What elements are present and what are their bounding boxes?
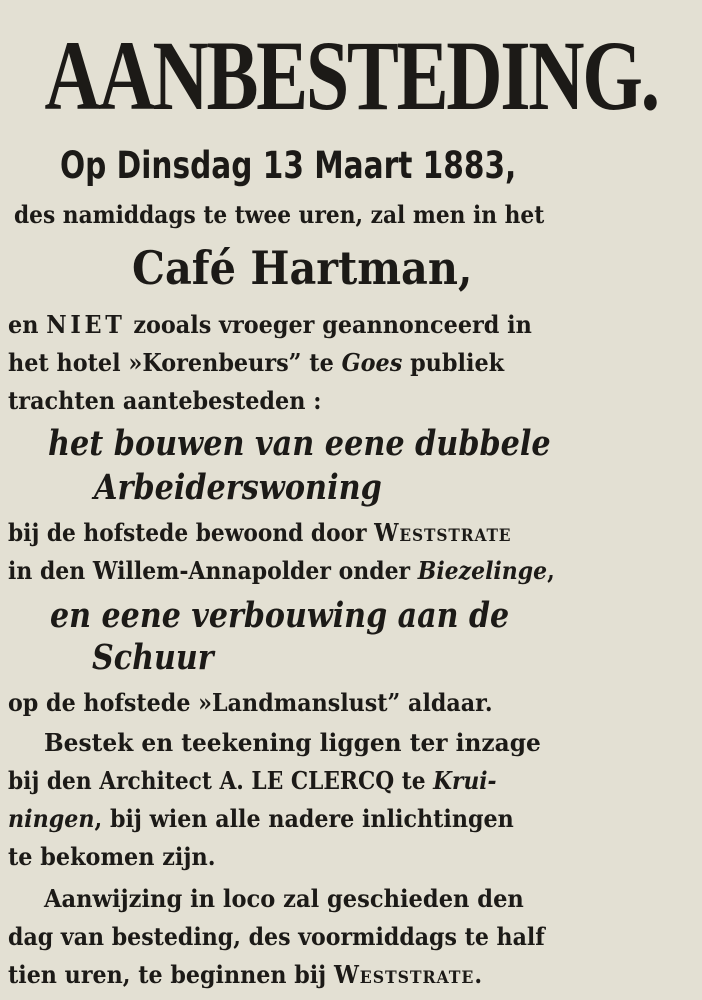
place-kruiningen-part2: ningen	[8, 804, 95, 833]
time-line: des namiddags te twee uren, zal men in het	[14, 200, 545, 229]
work-one-line-one: het bouwen van eene dubbele	[48, 423, 551, 464]
ningen-line: ningen, bij wien alle nadere inlichtingen	[8, 804, 514, 833]
niet-emphasis: NIET	[46, 310, 126, 339]
hofstede-line: bij de hofstede bewoond door Weststrate	[8, 518, 512, 547]
trachten-line: trachten aantebesteden :	[8, 386, 322, 415]
niet-line: en NIET zooals vroeger geannonceerd in	[8, 310, 532, 339]
dateline: Op Dinsdag 13 Maart 1883,	[60, 144, 517, 187]
name-weststrate: Weststrate	[374, 518, 512, 547]
landmanslust-line: op de hofstede »Landmanslust” aldaar.	[8, 688, 493, 717]
dag-line: dag van besteding, des voormiddags te half	[8, 922, 545, 951]
place-goes: Goes	[341, 348, 403, 377]
work-one-line-two: Arbeiderswoning	[94, 467, 382, 508]
place-biezelinge: Biezelinge	[417, 556, 548, 585]
polder-line: in den Willem-Annapolder onder Biezelinge,	[8, 556, 555, 585]
work-two-line-two: Schuur	[92, 637, 214, 678]
bestek-line: Bestek en teekening liggen ter inzage	[44, 728, 541, 757]
headline: AANBESTEDING.	[44, 20, 658, 131]
name-weststrate-2: Weststrate	[333, 960, 475, 989]
bekomen-line: te bekomen zijn.	[8, 842, 216, 871]
hotel-line: het hotel »Korenbeurs” te Goes publiek	[8, 348, 505, 377]
architect-line: bij den Architect A. LE CLERCQ te Krui-	[8, 766, 497, 795]
venue-name: Café Hartman,	[132, 241, 473, 295]
aanwijzing-line: Aanwijzing in loco zal geschieden den	[44, 884, 524, 913]
tien-line: tien uren, te beginnen bij Weststrate.	[8, 960, 483, 989]
work-two-line-one: en eene verbouwing aan de	[50, 595, 510, 636]
place-kruiningen-part1: Krui-	[433, 766, 497, 795]
